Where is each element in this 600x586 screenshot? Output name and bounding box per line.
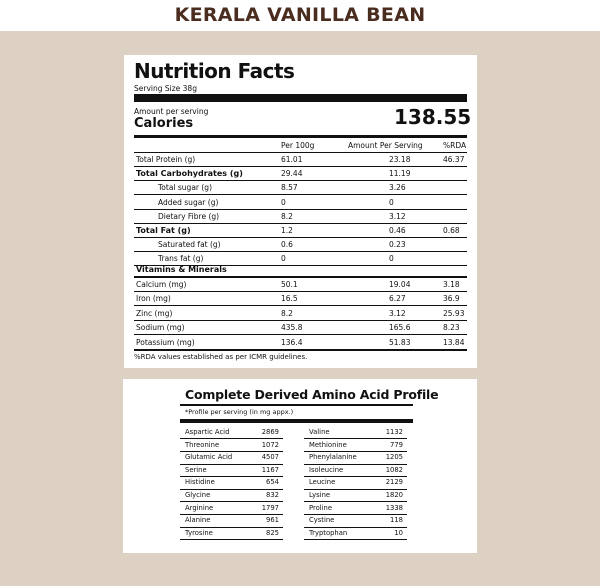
amino-acid-value: 1820 — [385, 491, 403, 499]
amino-divider-top — [180, 404, 413, 406]
mineral-per-serving: 6.27 — [389, 294, 406, 304]
nutrient-rda: 46.37 — [443, 155, 465, 164]
mineral-row — [134, 291, 467, 306]
mineral-name: Iron (mg) — [136, 294, 171, 304]
nutrient-row — [134, 209, 467, 224]
mineral-per-100g: 50.1 — [281, 280, 298, 289]
amino-acid-value: 10 — [394, 528, 403, 537]
nutrient-row — [134, 180, 467, 195]
amino-acid-row — [304, 464, 407, 477]
amino-acid-value: 4507 — [261, 453, 279, 462]
nutrition-facts-title: Nutrition Facts — [134, 59, 295, 83]
amino-acid-value: 961 — [266, 516, 279, 525]
mineral-per-serving: 19.04 — [389, 280, 411, 289]
amino-acid-row — [304, 439, 407, 452]
nutrient-per-100g: 0.6 — [281, 240, 293, 250]
amino-acid-name: Leucine — [309, 478, 336, 487]
nutrient-per-serving: 11.19 — [389, 169, 411, 179]
amino-acid-row — [180, 451, 283, 464]
amino-acid-name: Proline — [309, 503, 333, 512]
mineral-rda: 8.23 — [443, 323, 460, 333]
amino-acid-name: Glycine — [185, 491, 211, 499]
amino-acid-value: 118 — [390, 516, 403, 525]
mineral-row — [134, 277, 467, 292]
amino-acid-row — [304, 502, 407, 515]
nutrient-per-serving: 0.23 — [389, 240, 406, 250]
nutrient-row — [134, 237, 467, 252]
header-per-100g: Per 100g — [281, 141, 315, 150]
mineral-per-100g: 435.8 — [281, 323, 303, 333]
mineral-per-serving: 3.12 — [389, 308, 406, 318]
calories-label: Calories — [134, 116, 194, 131]
amino-acid-title: Complete Derived Amino Acid Profile — [185, 387, 439, 402]
mineral-per-serving: 165.6 — [389, 323, 411, 333]
mineral-rda: 36.9 — [443, 294, 460, 304]
mineral-per-100g: 16.5 — [281, 294, 298, 304]
amino-acid-row — [180, 489, 283, 502]
nutrient-per-serving: 3.26 — [389, 183, 406, 193]
nutrient-per-serving: 0.46 — [389, 226, 406, 235]
nutrient-per-serving: 0 — [389, 254, 394, 264]
nutrient-name: Trans fat (g) — [158, 254, 204, 264]
amino-acid-name: Aspartic Acid — [185, 428, 230, 436]
nutrient-per-100g: 29.44 — [281, 169, 303, 179]
amino-acid-row — [180, 502, 283, 515]
nutrition-header-row — [134, 138, 467, 153]
nutrition-facts-card — [124, 55, 477, 368]
amino-acid-name: Cystine — [309, 516, 335, 525]
nutrient-per-100g: 1.2 — [281, 226, 293, 235]
nutrient-name: Total Carbohydrates (g) — [136, 169, 243, 179]
nutrient-name: Total sugar (g) — [158, 183, 212, 193]
nutrient-name: Total Fat (g) — [136, 226, 191, 235]
amino-acid-value: 654 — [266, 478, 279, 487]
nutrient-name: Total Protein (g) — [136, 155, 196, 164]
mineral-per-100g: 8.2 — [281, 308, 293, 318]
amino-acid-value: 832 — [266, 491, 279, 499]
mineral-rda: 25.93 — [443, 308, 465, 318]
mineral-name: Potassium (mg) — [136, 337, 195, 347]
amino-acid-value: 2129 — [385, 478, 403, 487]
nutrient-per-100g: 0 — [281, 197, 286, 207]
amino-acid-name: Arginine — [185, 503, 214, 512]
amino-acid-row — [304, 527, 407, 540]
serving-size: Serving Size 38g — [134, 84, 197, 93]
amino-acid-row — [180, 464, 283, 477]
amino-acid-name: Glutamic Acid — [185, 453, 233, 462]
amino-acid-value: 1072 — [261, 440, 279, 449]
nutrient-row — [134, 152, 467, 167]
mineral-per-serving: 51.83 — [389, 337, 411, 347]
mineral-row — [134, 335, 467, 350]
mineral-per-100g: 136.4 — [281, 337, 303, 347]
amino-acid-name: Threonine — [185, 440, 220, 449]
amino-acid-row — [304, 426, 407, 439]
amino-acid-value: 2869 — [261, 428, 279, 436]
amino-acid-name: Histidine — [185, 478, 215, 487]
mineral-row — [134, 306, 467, 321]
amino-acid-value: 1797 — [261, 503, 279, 512]
nutrient-rda: 0.68 — [443, 226, 460, 235]
nutrient-name: Saturated fat (g) — [158, 240, 221, 250]
amino-profile-note: *Profile per serving (in mg appx.) — [185, 408, 294, 416]
amino-acid-value: 1167 — [261, 465, 279, 474]
amino-acid-value: 825 — [266, 528, 279, 537]
amino-acid-value: 1338 — [385, 503, 403, 512]
amino-acid-value: 779 — [390, 440, 403, 449]
amino-acid-row — [304, 451, 407, 464]
amino-acid-row — [304, 489, 407, 502]
rda-footnote: %RDA values established as per ICMR guidelines. — [134, 353, 308, 361]
nutrient-per-serving: 23.18 — [389, 155, 411, 164]
mineral-rda: 13.84 — [443, 337, 465, 347]
vitamins-minerals-label: Vitamins & Minerals — [136, 265, 227, 274]
amino-acid-name: Isoleucine — [309, 465, 344, 474]
amino-acid-row — [304, 514, 407, 527]
nutrient-row — [134, 195, 467, 210]
divider-thick — [134, 94, 467, 102]
nutrient-per-100g: 8.57 — [281, 183, 298, 193]
amino-acid-name: Phenylalanine — [309, 453, 357, 462]
amino-acid-value: 1132 — [385, 428, 403, 436]
mineral-name: Zinc (mg) — [136, 308, 173, 318]
amino-divider-thick — [180, 419, 413, 423]
amount-per-serving-label: Amount per serving — [134, 107, 209, 116]
nutrient-per-100g: 0 — [281, 254, 286, 264]
nutrient-row — [134, 166, 467, 181]
amino-acid-row — [180, 439, 283, 452]
nutrient-per-serving: 3.12 — [389, 211, 406, 221]
nutrient-name: Dietary Fibre (g) — [158, 211, 220, 221]
amino-acid-name: Tryptophan — [309, 528, 348, 537]
amino-acid-name: Lysine — [309, 491, 331, 499]
mineral-name: Sodium (mg) — [136, 323, 185, 333]
amino-acid-value: 1205 — [385, 453, 403, 462]
amino-acid-name: Methionine — [309, 440, 347, 449]
amino-acid-row — [180, 514, 283, 527]
divider-footer — [134, 349, 467, 351]
nutrient-name: Added sugar (g) — [158, 197, 219, 207]
nutrient-per-serving: 0 — [389, 197, 394, 207]
amino-acid-row — [180, 527, 283, 540]
amino-acid-row — [180, 426, 283, 439]
mineral-name: Calcium (mg) — [136, 280, 187, 289]
amino-acid-row — [304, 476, 407, 489]
nutrient-per-100g: 61.01 — [281, 155, 303, 164]
amino-acid-card — [123, 379, 477, 553]
mineral-row — [134, 320, 467, 335]
header-rda: %RDA — [443, 141, 467, 150]
nutrient-row — [134, 223, 467, 238]
calories-value: 138.55 — [394, 105, 472, 129]
amino-acid-name: Serine — [185, 465, 207, 474]
header-amount-per-serving: Amount Per Serving — [348, 141, 423, 150]
mineral-rda: 3.18 — [443, 280, 460, 289]
nutrient-per-100g: 8.2 — [281, 211, 293, 221]
amino-acid-value: 1082 — [385, 465, 403, 474]
amino-acid-name: Valine — [309, 428, 330, 436]
amino-acid-name: Tyrosine — [185, 528, 213, 537]
amino-acid-name: Alanine — [185, 516, 211, 525]
page-title: KERALA VANILLA BEAN — [174, 4, 426, 26]
amino-acid-row — [180, 476, 283, 489]
